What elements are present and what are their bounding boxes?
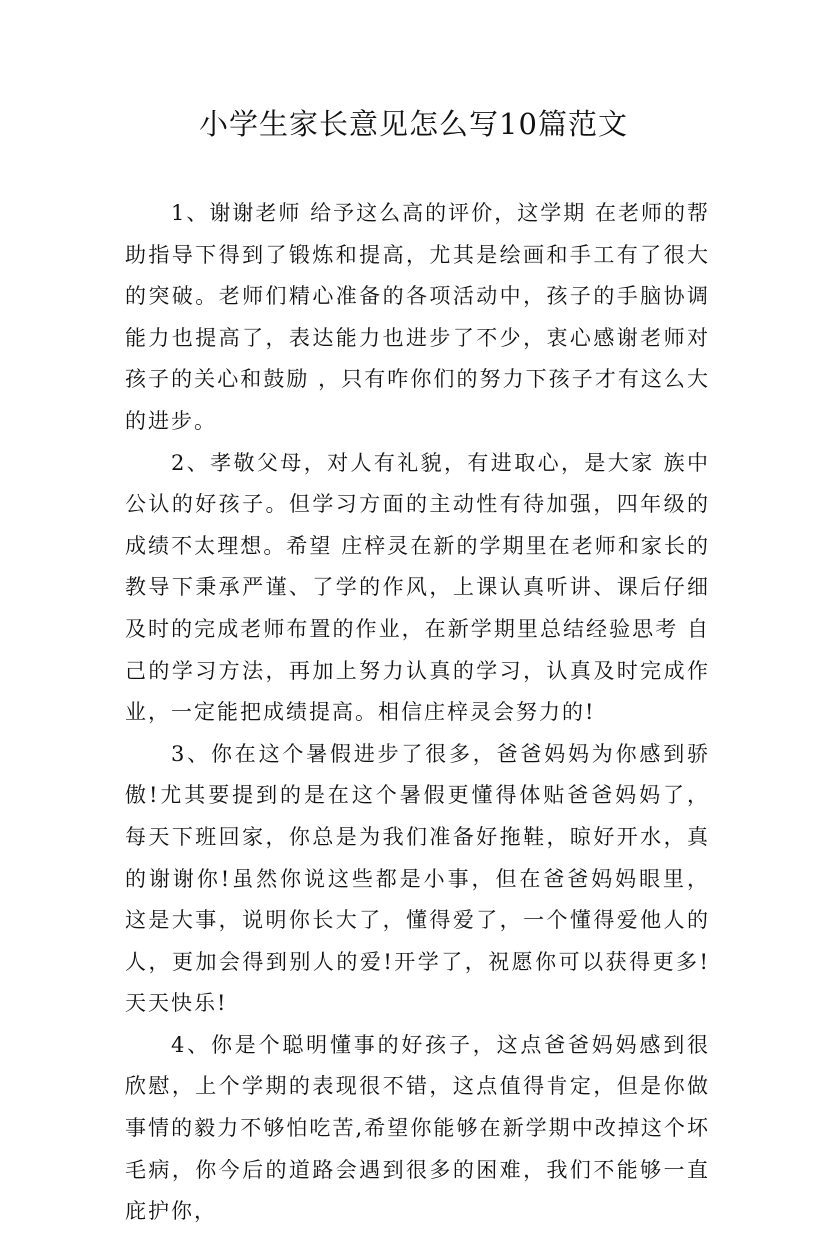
paragraph-2: 2、孝敬父母，对人有礼貌，有进取心，是大家 族中公认的好孩子。但学习方面的主动性有待加强，四年级的成绩不太理想。希望 庄梓灵在新的学期里在老师和家长的教导下秉承严谨、了学的作风，上课认真听讲、课后仔细及时的完成老师布置的作业，在新学期里总结经验思考 自己的学习方法，再加上努力认真的学习，认真及时完成作业，一定能把成绩提高。相信庄梓灵会努力的! [125,450,710,725]
paragraph-1: 1、谢谢老师 给予这么高的评价，这学期 在老师的帮助指导下得到了锻炼和提高，尤其是绘画和手工有了很大的突破。老师们精心准备的各项活动中，孩子的手脑协调能力也提高了，表达能力也进步了不少，衷心感谢老师对孩子的关心和鼓励 ，只有咋你们的努力下孩子才有这么大的进步。 [125,201,710,433]
paragraph-4: 4、你是个聪明懂事的好孩子，这点爸爸妈妈感到很欣慰，上个学期的表现很不错，这点值得肯定，但是你做事情的毅力不够怕吃苦,希望你能够在新学期中改掉这个坏毛病，你今后的道路会遇到很多的困难，我们不能够一直庇护你， [125,1032,710,1224]
document-body [125,193,710,1233]
document-title: 小学生家长意见怎么写10篇范文 [199,107,628,141]
paragraph-3: 3、你在这个暑假进步了很多，爸爸妈妈为你感到骄傲!尤其要提到的是在这个暑假更懂得体贴爸爸妈妈了，每天下班回家，你总是为我们准备好拖鞋，晾好开水，真的谢谢你!虽然你说这些都是小事，但在爸爸妈妈眼里，这是大事，说明你长大了，懂得爱了，一个懂得爱他人的人，更加会得到别人的爱!开学了，祝愿你可以获得更多!天天快乐! [125,741,710,1016]
